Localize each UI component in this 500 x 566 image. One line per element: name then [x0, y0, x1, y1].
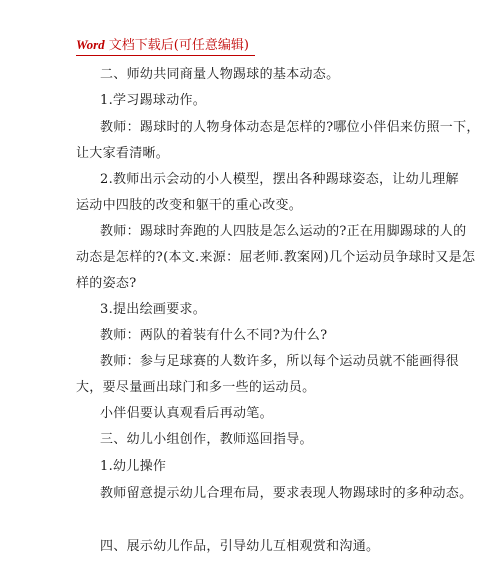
paragraph-line: 教师：踢球时的人物身体动态是怎样的?哪位小伴侣来仿照一下，: [100, 120, 480, 135]
paragraph-line: 2.教师出示会动的小人模型，摆出各种踢球姿态，让幼儿理解: [100, 172, 459, 187]
paragraph-line: 教师：参与足球赛的人数许多，所以每个运动员就不能画得很: [100, 354, 460, 369]
paragraph-line: 大，要尽量画出球门和多一些的运动员。: [76, 380, 316, 395]
header-underline: [76, 55, 255, 56]
paragraph-line: 二、师幼共同商量人物踢球的基本动态。: [100, 67, 340, 82]
paragraph-line: 3.提出绘画要求。: [100, 302, 207, 317]
paragraph-line: 样的姿态?: [76, 276, 137, 291]
paragraph-line: 动态是怎样的?(本文.来源：屈老师.教案网)几个运动员争球时又是怎: [76, 250, 476, 265]
paragraph-line: 让大家看清晰。: [76, 146, 170, 161]
header-word-label: Word: [76, 37, 105, 52]
paragraph-line: 教师留意提示幼儿合理布局，要求表现人物踢球时的多种动态。: [100, 486, 473, 501]
paragraph-line: 四、展示幼儿作品，引导幼儿互相观赏和沟通。: [100, 539, 380, 554]
document-header: [76, 36, 249, 55]
paragraph-line: 三、幼儿小组创作，教师巡回指导。: [100, 432, 313, 447]
paragraph-line: 教师：踢球时奔跑的人四肢是怎么运动的?正在用脚踢球的人的: [100, 224, 467, 239]
paragraph-line: 1.幼儿操作: [100, 459, 167, 474]
paragraph-line: 运动中四肢的改变和躯干的重心改变。: [76, 198, 303, 213]
paragraph-line: 教师：两队的着装有什么不同?为什么?: [100, 328, 328, 343]
paragraph-line: 1.学习踢球动作。: [100, 93, 207, 108]
paragraph-line: 小伴侣要认真观看后再动笔。: [100, 406, 273, 421]
header-title: 文档下载后(可任意编辑): [104, 38, 249, 53]
